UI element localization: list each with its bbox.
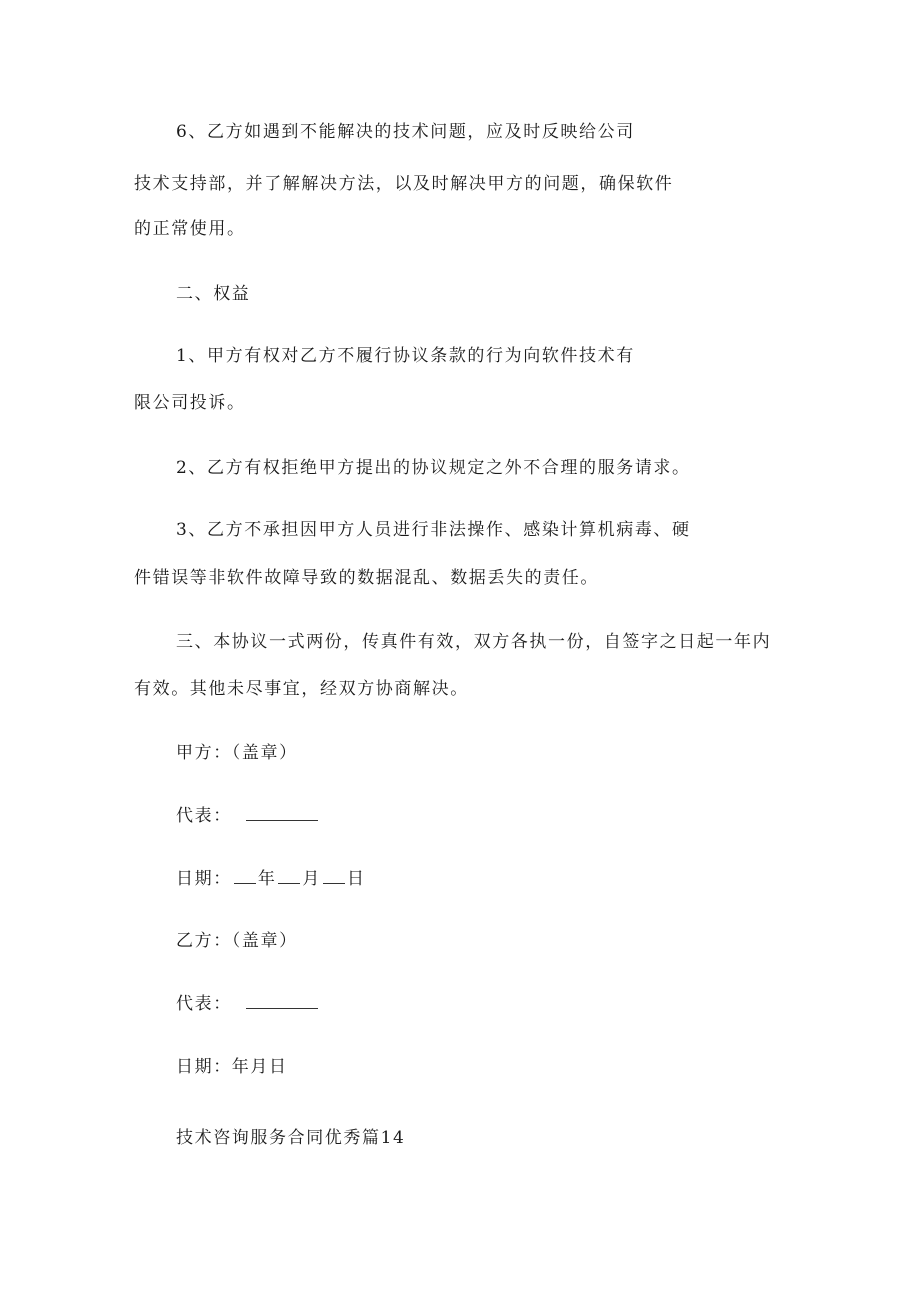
section-3-line-1: 三、本协议一式两份，传真件有效，双方各执一份，自签字之日起一年内: [176, 632, 772, 652]
party-a-date: [176, 867, 366, 891]
party-a-representative: [176, 804, 318, 828]
rights-3-line-2: 件错误等非软件故障导致的数据混乱、数据丢失的责任。: [134, 568, 599, 588]
year-blank: [234, 867, 256, 884]
party-b-rep-label: 代表：: [176, 994, 232, 1014]
day-blank: [323, 867, 345, 884]
rights-1-line-1: 1、甲方有权对乙方不履行协议条款的行为向软件技术有: [176, 346, 635, 366]
party-a-rep-blank: [246, 804, 318, 821]
date-year: 年: [257, 869, 277, 889]
party-b-label: 乙方：（盖章）: [176, 931, 298, 951]
date-day: 日: [347, 869, 366, 889]
item-6-line-3: 的正常使用。: [134, 219, 246, 239]
party-a-rep-label: 代表：: [176, 806, 232, 826]
party-a-label: 甲方：（盖章）: [176, 743, 298, 763]
section-3-line-2: 有效。其他未尽事宜，经双方协商解决。: [134, 679, 469, 699]
rights-1-line-2: 限公司投诉。: [134, 393, 246, 413]
item-6-line-1: 6、乙方如遇到不能解决的技术问题，应及时反映给公司: [176, 122, 635, 142]
rights-3-line-1: 3、乙方不承担因甲方人员进行非法操作、感染计算机病毒、硬: [176, 520, 691, 540]
next-section-title: 技术咨询服务合同优秀篇14: [176, 1128, 406, 1148]
party-b-date: 日期：年月日: [176, 1057, 288, 1077]
date-month: 月: [302, 869, 322, 889]
section-2-heading: 二、权益: [176, 284, 251, 304]
party-b-representative: [176, 992, 318, 1016]
rights-2: 2、乙方有权拒绝甲方提出的协议规定之外不合理的服务请求。: [176, 458, 691, 478]
month-blank: [278, 867, 300, 884]
party-b-rep-blank: [246, 992, 318, 1009]
party-a-date-label: 日期：: [176, 869, 232, 889]
item-6-line-2: 技术支持部，并了解解决方法，以及时解决甲方的问题，确保软件: [134, 174, 674, 194]
